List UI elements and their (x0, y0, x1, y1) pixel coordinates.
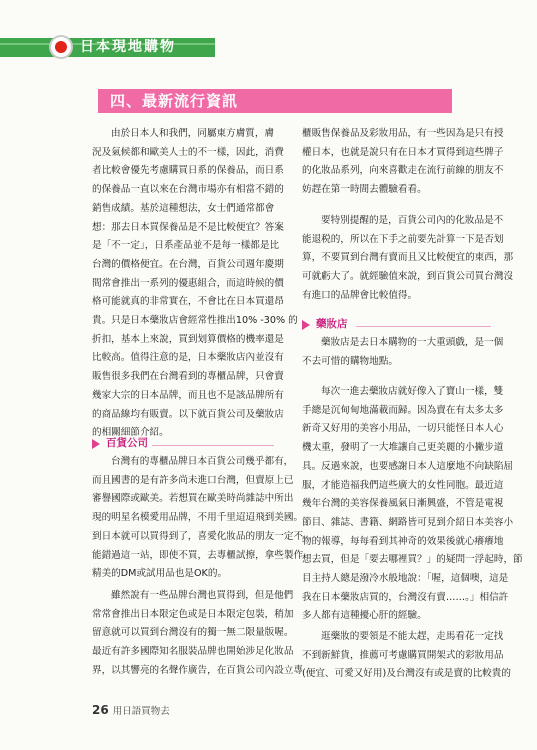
text-line: 審譽國際或歐美。若想買在歐美時尚雜誌中所出 (92, 493, 294, 505)
text-line: 權日本，也就是說只有在日本才買得到這些牌子 (302, 146, 504, 158)
text-line: 不到新鮮貨，推薦可考慮購買開架式的彩妝用品 (302, 649, 504, 661)
text-line: 折扣，基本上來說，買到划算價格的機率還是 (92, 333, 284, 345)
text-line: 的商品線均有販賣。以下就百貨公司及藥妝店 (92, 408, 284, 420)
page-footer (92, 703, 170, 717)
text-line: 是「不一定」，日系產品並不是每一樣都是比 (92, 240, 280, 252)
left-paragraph-1 (92, 125, 298, 443)
subhead-drugstore: 藥妝店 (316, 318, 348, 330)
text-line: 妨趕在第一時間去體驗看看。 (302, 184, 427, 196)
text-line: 精美的DM或試用品也是OK的。 (92, 568, 228, 580)
text-line: 到日本就可以買得到了，喜愛化妝品的朋友一定不 (92, 530, 304, 542)
text-line: 想：那去日本買保養品是不是比較便宜？答案 (92, 221, 284, 233)
section-title: 四、最新流行資訊 (110, 92, 239, 110)
subhead-rule (356, 326, 491, 327)
text-line: 逛藥妝的要領是不能太趕，走馬看花一定找 (321, 631, 504, 642)
left-paragraph-2 (92, 453, 304, 584)
right-paragraph-4 (302, 383, 523, 626)
chapter-title: 日本現地購物 (80, 39, 176, 55)
text-line: 有進口的品牌會比較值得。 (302, 289, 418, 301)
text-line: 間常會推出一系列的優惠組合，而這時候的價 (92, 277, 284, 289)
text-line: 可就虧大了。就經驗值來說，到百貨公司買台灣沒 (302, 271, 514, 283)
text-line: 台灣的價格便宜。在台灣，百貨公司週年慶期 (92, 258, 284, 270)
text-line: 能錯過這一站，即使不買，去專櫃試擦，拿些製作 (92, 549, 304, 561)
text-line: 的化妝品系列，向來喜歡走在流行前線的朋友不 (302, 165, 504, 177)
subhead-department-store: 百貨公司 (106, 437, 148, 449)
text-line: 的相關細節介紹。 (92, 427, 169, 439)
text-line: 界，以其響亮的名聲作廣告，在百貨公司內設立專 (92, 664, 304, 676)
text-line: 具。反過來說，也要感謝日本人這麼地不向缺陷屈 (302, 460, 514, 472)
text-line: 而且國書的是有許多尚未進口台灣，但賣原上已 (92, 474, 294, 486)
text-line: 多人都有這種擾心肝的經驗。 (302, 610, 427, 622)
text-line: 新奇又好用的美容小用品，一切只能怪日本人心 (302, 423, 504, 435)
text-line: 比較高。值得注意的是，日本藥妝店內並沒有 (92, 352, 284, 364)
text-line: 常常會推出日本限定色或是日本限定包裝，稍加 (92, 608, 294, 620)
text-line: 雖然說有一些品牌台灣也買得到，但是他們 (111, 590, 294, 601)
page-number: 26 (92, 703, 109, 717)
text-line: 服，才能造福我們這些廣大的女性同胞。最近這 (302, 479, 504, 491)
right-paragraph-1 (302, 125, 504, 200)
text-line: 現的明星名模愛用品牌，不用千里迢迢飛到美國。 (92, 512, 304, 524)
text-line: 物的報導，每每看到其神奇的效果後就心癢癢地 (302, 535, 504, 547)
red-dot-icon (55, 41, 67, 53)
text-line: 能退税的，所以在下手之前要先計算一下是否划 (302, 233, 504, 245)
text-line: 幾年台灣的美容保養風氣日漸興盛，不管是電視 (302, 498, 504, 510)
text-line: 留意就可以買到台灣沒有的獨一無二限量版喔。 (92, 627, 294, 639)
right-paragraph-3 (302, 334, 504, 371)
text-line: 台灣有的專櫃品牌日本百貨公司幾乎都有， (111, 456, 294, 467)
text-line: 目主持人總是潑冷水般地說：「喔，這個噢，這是 (302, 573, 509, 585)
triangle-bullet-icon (302, 320, 310, 330)
text-line: (便宜、可愛又好用)及台灣沒有或是賣的比較貴的 (302, 668, 511, 680)
text-line: 最近有許多國際知名服裝品牌也開始涉足化妝品 (92, 646, 294, 658)
book-title: 用日語買物去 (112, 706, 170, 717)
text-line: 幾家大宗的日本品牌，而且也不是該品牌所有 (92, 389, 284, 401)
text-line: 我在日本藥妝店買的，台灣沒有賣……。」相信許 (302, 591, 509, 603)
text-line: 販售很多我們在台灣看到的專櫃品牌，只會賣 (92, 371, 284, 383)
text-line: 者比較會優先考慮購買日系的保養品，而日系 (92, 165, 284, 177)
text-line: 的保養品一直以來在台灣市場亦有相當不錯的 (92, 184, 284, 196)
text-line: 貴。只是日本藥妝店會經常性推出10% -30% 的 (92, 315, 298, 327)
text-line: 每次一進去藥妝店就好像入了寶山一樣，雙 (321, 386, 504, 397)
text-line: 不去可惜的購物地點。 (302, 355, 398, 367)
right-paragraph-2 (302, 212, 514, 306)
left-paragraph-3 (92, 587, 304, 681)
subhead-rule (152, 445, 274, 446)
text-line: 格可能就真的非常實在，不會比在日本買還昂 (92, 296, 284, 308)
text-line: 要特別提醒的是，百貨公司內的化妝品是不 (321, 215, 504, 226)
right-paragraph-5 (302, 628, 511, 684)
text-line: 機太重，發明了一大堆讓自己更美麗的小撇步道 (302, 442, 504, 454)
text-line: 況及氣候都和歐美人士的不一樣，因此，消費 (92, 146, 284, 158)
text-line: 手總是沉甸甸地滿載而歸。因為賣在有太多太多 (302, 404, 504, 416)
text-line: 藥妝店是去日本購物的一大重頭戲，是一個 (321, 337, 504, 348)
text-line: 櫃販售保養品及彩妝用品，有一些因為是只有授 (302, 128, 504, 139)
text-line: 銷售成績。基於這種想法，女士們通常都會 (92, 202, 275, 214)
text-line: 想去買，但是「要去哪裡買？」的疑問一浮起時，節 (302, 554, 523, 566)
text-line: 算，不要買到台灣有賣而且又比較便宜的東西，那 (302, 252, 514, 264)
text-line: 節目、雜誌、書籍、網路皆可見到介紹日本美容小 (302, 516, 514, 528)
triangle-bullet-icon (92, 439, 100, 449)
text-line: 由於日本人和我們，同屬東方膚質，膚 (111, 128, 275, 139)
